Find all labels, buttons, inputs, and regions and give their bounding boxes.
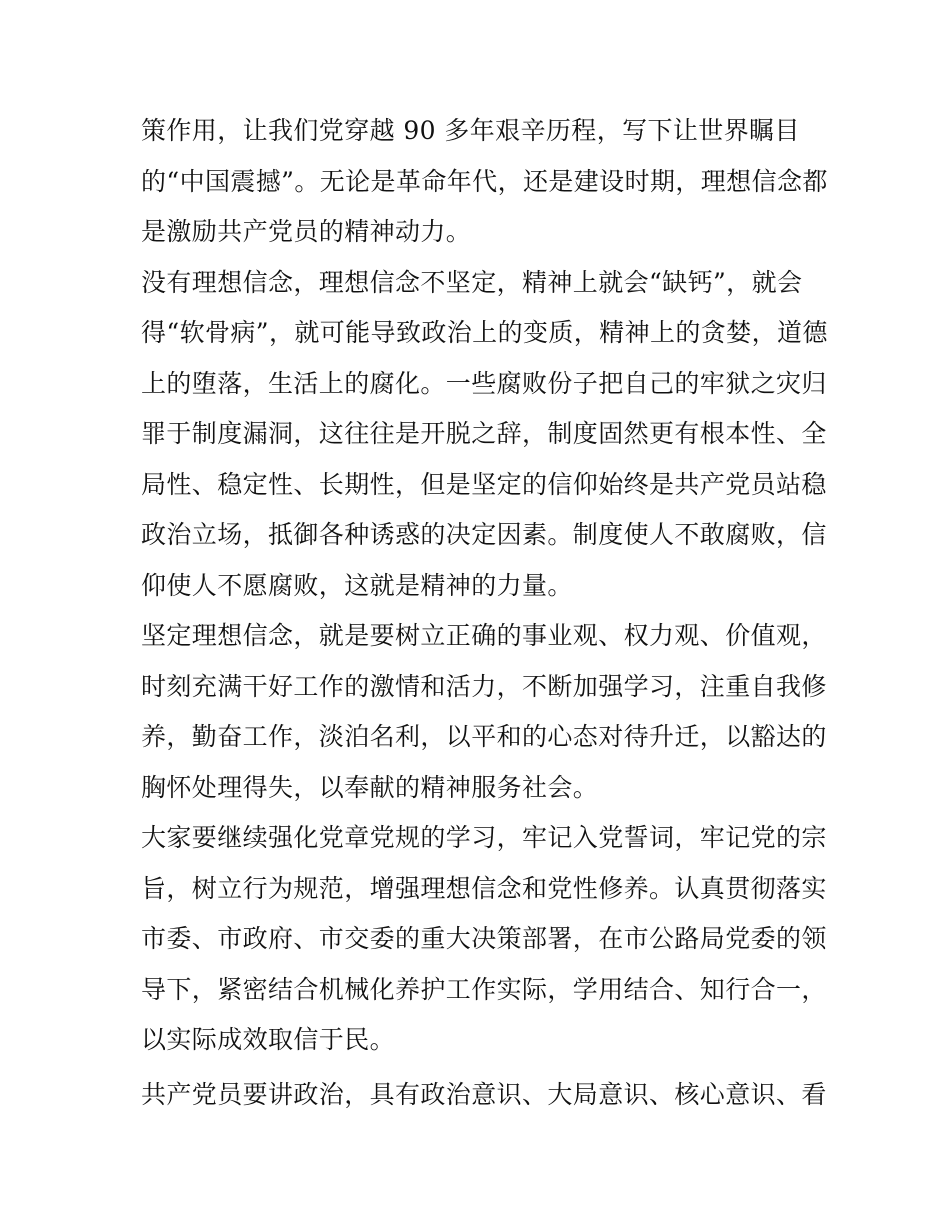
text-line: 局性、稳定性、长期性，但是坚定的信仰始终是共产党员站稳 xyxy=(141,469,827,499)
paragraph-3 xyxy=(141,611,827,813)
text-line: 的“中国震撼”。无论是革命年代，还是建设时期，理想信念都 xyxy=(141,166,828,196)
text-line: 胸怀处理得失，以奉献的精神服务社会。 xyxy=(141,772,599,802)
text-line: 政治立场，抵御各种诱惑的决定因素。制度使人不敢腐败，信 xyxy=(141,520,827,549)
text-line: 得“软骨病”，就可能导致政治上的变质，精神上的贪婪，道德 xyxy=(141,318,828,347)
text-line: 导下，紧密结合机械化养护工作实际，学用结合、知行合一， xyxy=(141,974,827,1004)
text-line: 以实际成效取信于民。 xyxy=(141,1025,396,1054)
document-body xyxy=(141,106,828,1120)
text-line: 养，勤奋工作，淡泊名利，以平和的心态对待升迁，以豁达的 xyxy=(141,722,827,751)
text-line: 大家要继续强化党章党规的学习，牢记入党誓词，牢记党的宗 xyxy=(141,823,827,852)
text-line: 上的堕落，生活上的腐化。一些腐败份子把自己的牢狱之灾归 xyxy=(141,368,827,398)
text-line: 时刻充满干好工作的激情和活力，不断加强学习，注重自我修 xyxy=(141,671,827,701)
text-line: 没有理想信念，理想信念不坚定，精神上就会“缺钙”，就会 xyxy=(141,267,803,297)
text-line: 坚定理想信念，就是要树立正确的事业观、权力观、价值观， xyxy=(141,621,827,650)
text-line: 罪于制度漏洞，这往往是开脱之辞，制度固然更有根本性、全 xyxy=(141,419,827,448)
text-line: 旨，树立行为规范，增强理想信念和党性修养。认真贯彻落实 xyxy=(141,873,827,903)
paragraph-1 xyxy=(141,106,828,258)
paragraph-5 xyxy=(141,1070,827,1121)
text-line: 是激励共产党员的精神动力。 xyxy=(141,217,472,246)
paragraph-2 xyxy=(141,258,828,612)
text-line: 策作用，让我们党穿越 90 多年艰辛历程，写下让世界瞩目 xyxy=(141,116,800,145)
text-line: 仰使人不愿腐败，这就是精神的力量。 xyxy=(141,570,573,600)
paragraph-4 xyxy=(141,813,827,1066)
text-line: 市委、市政府、市交委的重大决策部署，在市公路局党委的领 xyxy=(141,924,827,953)
text-line: 共产党员要讲政治，具有政治意识、大局意识、核心意识、看 xyxy=(141,1079,827,1109)
